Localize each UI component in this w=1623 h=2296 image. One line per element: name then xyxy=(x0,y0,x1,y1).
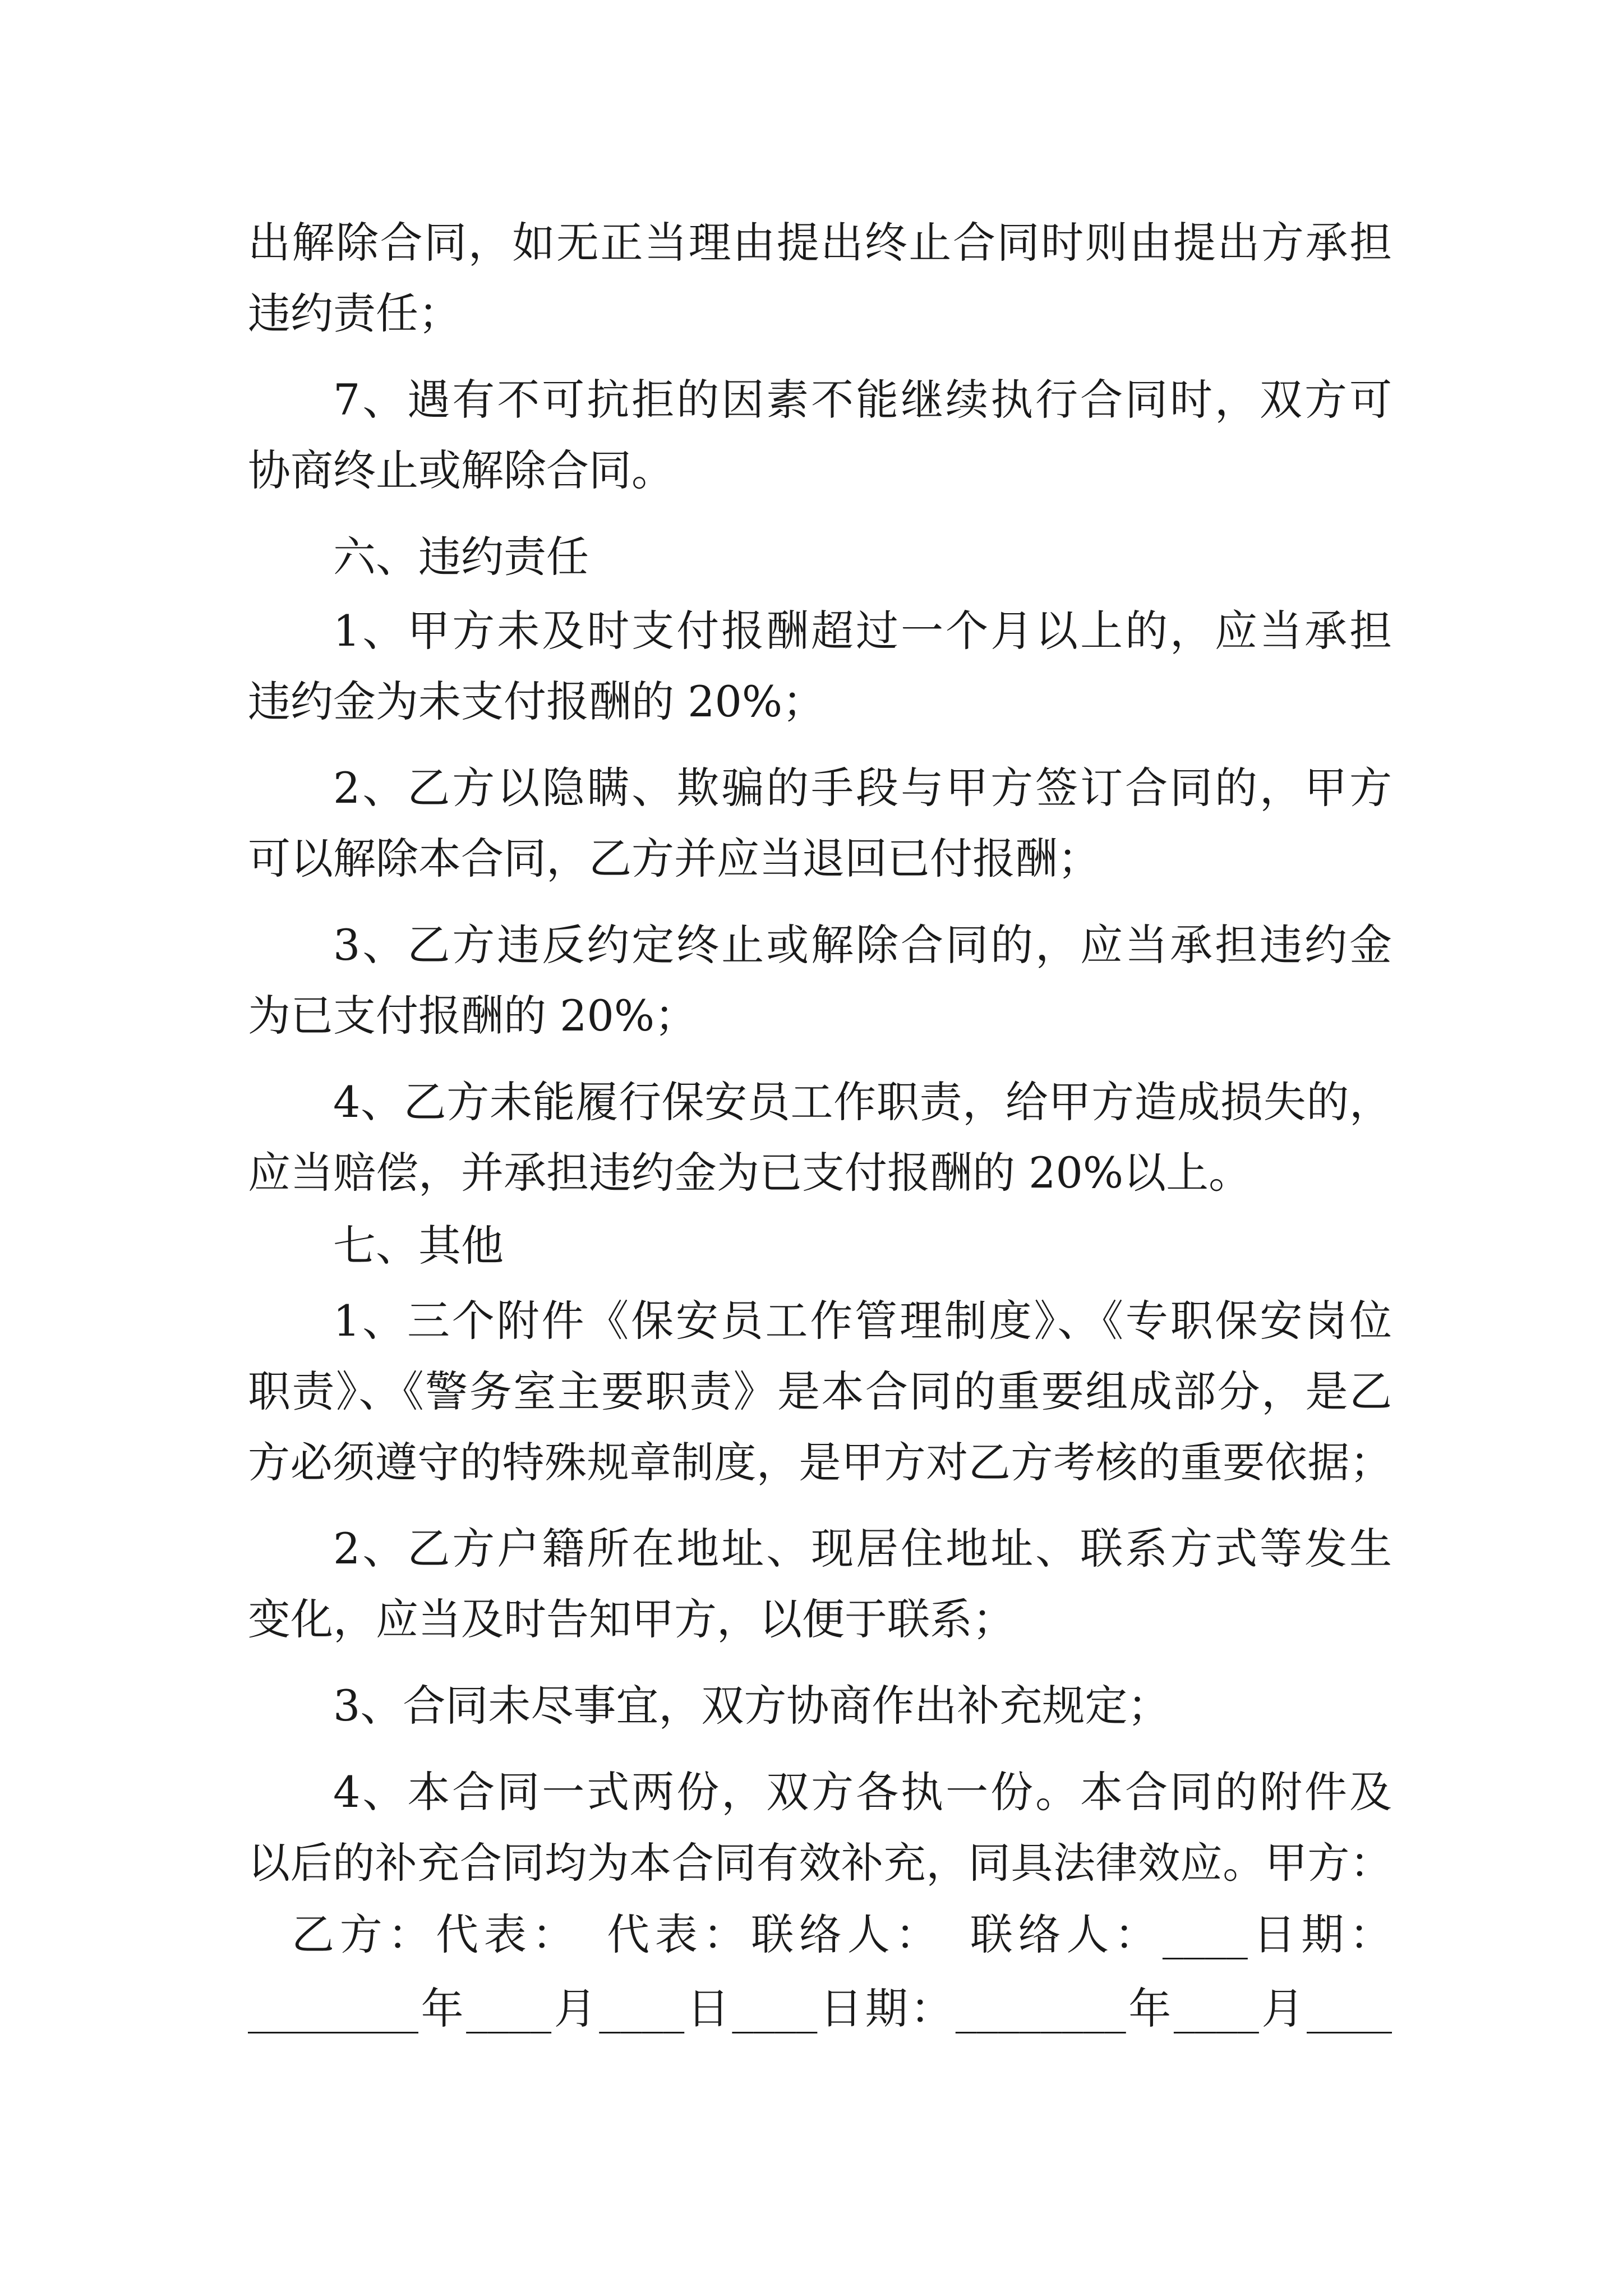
text-line-16: 职责》、《警务室主要职责》是本合同的重要组成部分，是乙 xyxy=(248,1366,1392,1416)
text-line-7: 违约金为未支付报酬的 20%； xyxy=(248,677,826,726)
text-line-2: 违约责任； xyxy=(248,288,461,338)
text-line-12: 4、乙方未能履行保安员工作职责，给甲方造成损失的， xyxy=(333,1077,1392,1127)
text-line-20: 3、合同未尽事宜，双方协商作出补充规定； xyxy=(333,1681,1170,1731)
section-heading-7: 七、其他 xyxy=(333,1221,504,1271)
text-line-8: 2、乙方以隐瞒、欺骗的手段与甲方签订合同的，甲方 xyxy=(333,763,1392,813)
signature-line-1: 乙方：代表： 代表：联络人： 联络人：____日期： xyxy=(292,1910,1392,1959)
text-line-15: 1、三个附件《保安员工作管理制度》、《专职保安岗位 xyxy=(333,1296,1392,1346)
text-line-3: 7、遇有不可抗拒的因素不能继续执行合同时，双方可 xyxy=(333,375,1392,425)
text-line-6: 1、甲方未及时支付报酬超过一个月以上的，应当承担 xyxy=(333,606,1392,656)
signature-line-2: ________年____月____日____日期：________年____月____ xyxy=(248,1984,1392,2033)
text-line-1: 出解除合同，如无正当理由提出终止合同时则由提出方承担 xyxy=(248,218,1392,268)
text-line-9: 可以解除本合同，乙方并应当退回已付报酬； xyxy=(248,834,1100,884)
section-heading-6: 六、违约责任 xyxy=(333,532,589,582)
text-line-22: 以后的补充合同均为本合同有效补充，同具法律效应。甲方： xyxy=(248,1838,1392,1888)
text-line-11: 为已支付报酬的 20%； xyxy=(248,991,698,1041)
text-line-17: 方必须遵守的特殊规章制度，是甲方对乙方考核的重要依据； xyxy=(248,1438,1392,1487)
text-line-18: 2、乙方户籍所在地址、现居住地址、联系方式等发生 xyxy=(333,1524,1392,1573)
text-line-21: 4、本合同一式两份，双方各执一份。本合同的附件及 xyxy=(333,1767,1392,1817)
text-line-13: 应当赔偿，并承担违约金为已支付报酬的 20%以上。 xyxy=(248,1148,1252,1198)
text-line-19: 变化，应当及时告知甲方，以便于联系； xyxy=(248,1594,1015,1644)
text-line-10: 3、乙方违反约定终止或解除合同的，应当承担违约金 xyxy=(333,920,1392,970)
text-line-4: 协商终止或解除合同。 xyxy=(248,445,674,495)
